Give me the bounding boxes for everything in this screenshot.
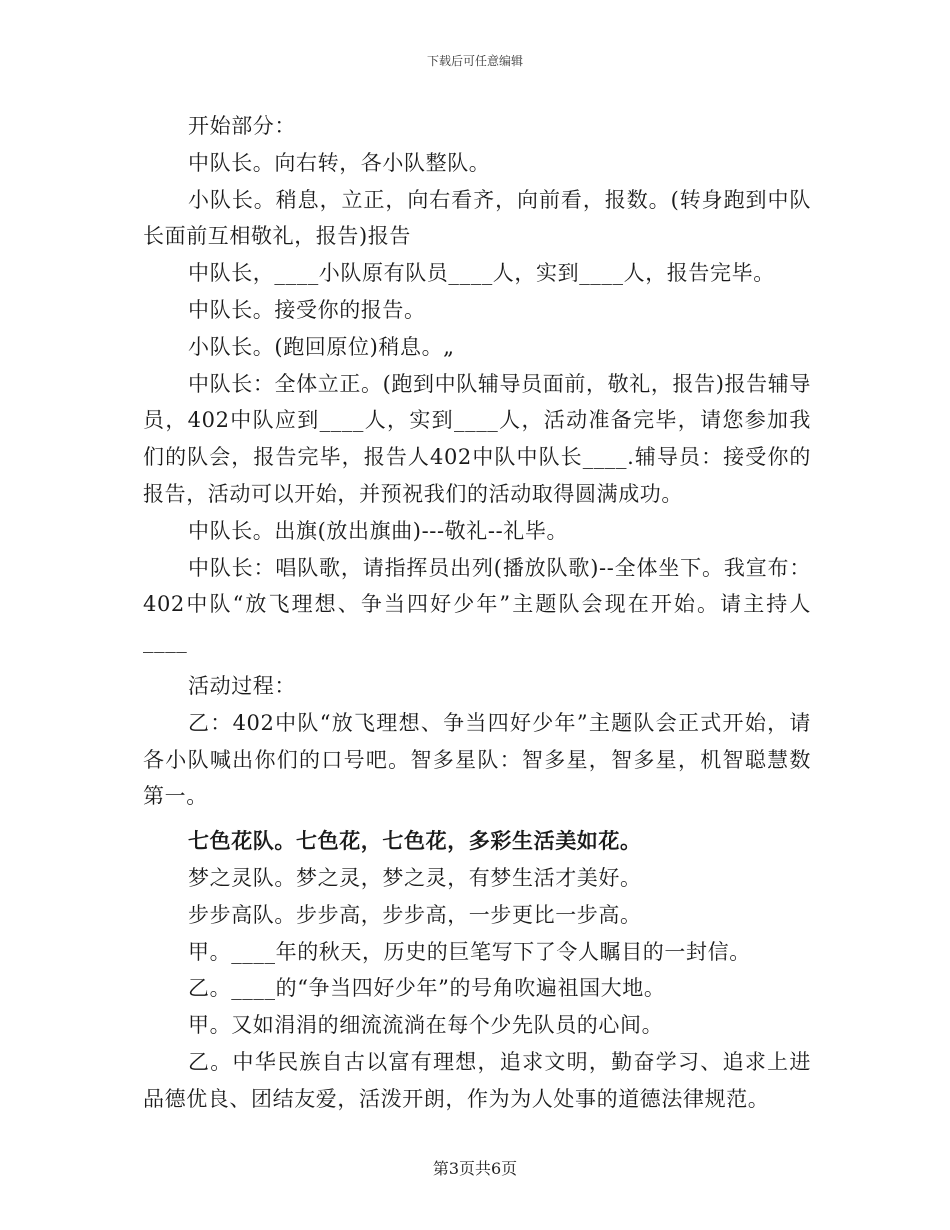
paragraph: 步步高队。步步高，步步高，一步更比一步高。 [188,902,642,927]
document-body [143,108,811,1118]
paragraph: 中队长。接受你的报告。 [188,297,426,322]
paragraph: 小队长。稍息，立正，向右看齐，向前看，报数。(转身跑到中队长面前互相敬礼，报告)报告 [143,187,811,249]
paragraph: 甲。____年的秋天，历史的巨笔写下了令人瞩目的一封信。 [188,939,751,964]
paragraph: 甲。又如涓涓的细流流淌在每个少先队员的心间。 [188,1013,664,1038]
paragraph: 中队长，____小队原有队员____人，实到____人，报告完毕。 [188,261,775,286]
paragraph: 小队长。(跑回原位)稍息。„ [188,334,455,359]
paragraph: 乙：402中队“放飞理想、争当四好少年”主题队会正式开始，请各小队喊出你们的口号吧。智多星队：智多星，智多星，机智聪慧数第一。 [143,710,811,809]
paragraph: 乙。中华民族自古以富有理想，追求文明，勤奋学习、追求上进品德优良、团结友爱，活泼开朗，作为为人处事的道德法律规范。 [143,1049,811,1111]
paragraph: 中队长。出旗(放出旗曲)---敬礼--礼毕。 [188,518,569,543]
page-number: 第3页共6页 [432,1159,518,1178]
paragraph: 开始部分： [188,114,296,138]
paragraph: 中队长。向右转，各小队整队。 [188,150,491,175]
paragraph: 乙。____的“争当四好少年”的号角吹遍祖国大地。 [188,976,666,1001]
paragraph: 七色花队。七色花，七色花，多彩生活美如花。 [188,828,642,854]
paragraph: 梦之灵队。梦之灵，梦之灵，有梦生活才美好。 [188,865,642,890]
paragraph: 活动过程： [188,673,296,698]
page-header: 下载后可任意编辑 [426,54,523,68]
paragraph: 中队长：唱队歌，请指挥员出列(播放队歌)--全体坐下。我宣布：402中队“放飞理想、争当四好少年”主题队会现在开始。请主持人____ [143,555,811,654]
paragraph: 中队长：全体立正。(跑到中队辅导员面前，敬礼，报告)报告辅导员，402中队应到____人，实到____人，活动准备完毕，请您参加我们的队会，报告完毕，报告人402中队中队长____.辅导员：接受你的报告，活动可以开始，并预祝我们的活动取得圆满成功。 [143,371,811,506]
